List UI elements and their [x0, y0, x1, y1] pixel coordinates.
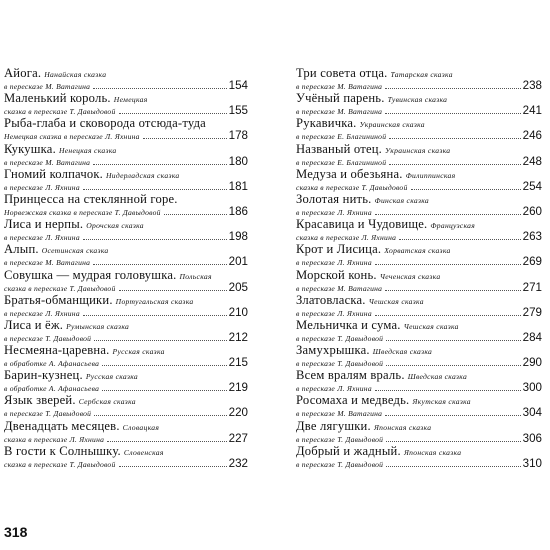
toc-entry-detail	[4, 458, 248, 469]
toc-entry-heading	[4, 293, 248, 307]
tale-retelling: в пересказе Л. Яхнина	[296, 384, 372, 394]
dot-leader	[119, 290, 227, 291]
tale-title: Несмеяна-царевна.	[4, 343, 110, 358]
dot-leader	[102, 365, 227, 366]
tale-origin: Украинская сказка	[359, 120, 425, 130]
toc-entry-detail	[4, 130, 248, 141]
tale-origin: Сербская сказка	[78, 397, 136, 407]
toc-entry[interactable]	[296, 66, 542, 91]
tale-page-number: 198	[228, 230, 248, 244]
tale-title: Принцесса на стеклянной горе.	[4, 191, 178, 206]
dot-leader	[102, 390, 227, 391]
tale-title: Барин-кузнец.	[4, 368, 83, 383]
toc-entry-detail	[296, 332, 542, 343]
tale-retelling: в пересказе М. Ватагина	[4, 82, 91, 91]
tale-origin: Французская	[430, 221, 476, 231]
tale-origin: Шведская сказка	[407, 372, 468, 382]
tale-page-number: 201	[228, 255, 248, 269]
toc-entry-heading	[296, 393, 542, 407]
toc-entry-detail	[4, 433, 248, 444]
tale-origin: Нидерладская сказка	[106, 170, 180, 180]
toc-entry-detail	[4, 407, 248, 418]
tale-retelling: в пересказе М. Ватагина	[4, 258, 91, 268]
toc-entry-heading	[4, 217, 248, 231]
tale-origin: Русская сказка	[85, 372, 139, 382]
tale-title: Медуза и обезьяна.	[296, 166, 403, 181]
toc-entry[interactable]	[296, 444, 542, 469]
toc-entry-detail	[4, 256, 248, 267]
tale-retelling: в пересказе Л. Яхнина	[4, 182, 80, 192]
toc-entry-heading	[4, 393, 248, 407]
toc-entry-detail	[4, 332, 248, 343]
toc-entry[interactable]	[296, 142, 542, 167]
toc-entry[interactable]	[296, 167, 542, 192]
tale-title: Две лягушки.	[296, 418, 371, 433]
tale-origin: Филиппинская	[405, 170, 456, 180]
tale-page-number: 290	[522, 356, 542, 370]
tale-title: Двенадцать месяцев.	[4, 418, 120, 433]
tale-origin: Тувинская сказка	[387, 95, 448, 105]
tale-origin: Шведская сказка	[372, 347, 433, 357]
toc-entry-heading	[296, 318, 542, 332]
tale-origin: Украинская сказка	[385, 145, 451, 155]
tale-page-number: 227	[228, 431, 248, 445]
toc-entry-detail	[296, 156, 542, 167]
toc-entry[interactable]	[296, 343, 542, 368]
toc-entry[interactable]	[296, 91, 542, 116]
tale-page-number: 241	[522, 104, 542, 118]
tale-origin: Осетинская сказка	[41, 246, 109, 256]
dot-leader	[389, 138, 520, 139]
tale-page-number: 212	[228, 330, 248, 344]
tale-retelling: сказка в пересказе Л. Яхнина	[4, 434, 105, 444]
toc-entry-heading	[296, 91, 542, 105]
tale-page-number: 210	[228, 305, 248, 319]
tale-origin: Японская сказка	[373, 422, 432, 432]
dot-leader	[94, 340, 226, 341]
toc-entry[interactable]	[296, 393, 542, 418]
tale-origin: Хорватская сказка	[384, 246, 451, 256]
tale-title: В гости к Солнышку.	[4, 443, 121, 458]
tale-title: Крот и Лисица.	[296, 242, 382, 257]
toc-entry-detail	[296, 80, 542, 91]
dot-leader	[385, 88, 520, 89]
dot-leader	[375, 315, 521, 316]
toc-entry-heading	[296, 419, 542, 433]
tale-origin: Португальская сказка	[115, 296, 194, 306]
tale-retelling: в пересказе Т. Давыдовой	[296, 359, 384, 369]
toc-entry[interactable]	[4, 393, 248, 418]
tale-page-number: 232	[228, 456, 248, 470]
dot-leader	[389, 164, 520, 165]
toc-entry[interactable]	[296, 217, 542, 242]
dot-leader	[385, 113, 520, 114]
toc-entry[interactable]	[4, 192, 248, 217]
dot-leader	[386, 340, 520, 341]
toc-entry[interactable]	[4, 66, 248, 91]
tale-page-number: 260	[522, 204, 542, 218]
toc-entry-detail	[296, 307, 542, 318]
toc-entry[interactable]	[4, 116, 248, 141]
toc-entry-heading	[296, 268, 542, 282]
toc-entry-heading	[4, 268, 248, 282]
toc-entry[interactable]	[296, 116, 542, 141]
tale-title: Учёный парень.	[296, 91, 385, 106]
tale-retelling: в обработке А. Афанасьева	[4, 384, 100, 394]
toc-entry-detail	[296, 105, 542, 116]
tale-title: Алып.	[4, 242, 39, 257]
toc-entry-detail	[296, 407, 542, 418]
toc-entry-detail	[4, 181, 248, 192]
toc-entry-detail	[4, 282, 248, 293]
toc-entry-detail	[4, 231, 248, 242]
dot-leader	[83, 189, 227, 190]
toc-entry[interactable]	[4, 318, 248, 343]
tale-origin: Румынская сказка	[66, 321, 130, 331]
toc-entry[interactable]	[296, 293, 542, 318]
tale-page-number: 263	[522, 230, 542, 244]
toc-entry-heading	[4, 91, 248, 105]
toc-entry-heading	[4, 167, 248, 181]
dot-leader	[386, 441, 520, 442]
tale-origin: Финская сказка	[374, 195, 430, 205]
tale-origin: Татарская сказка	[390, 70, 453, 79]
tale-retelling: в пересказе Т. Давыдовой	[296, 333, 384, 343]
contents-column-right	[296, 66, 542, 469]
tale-retelling: сказка в пересказе Л. Яхнина	[296, 233, 397, 243]
toc-entry-heading	[296, 293, 542, 307]
toc-entry-heading	[4, 142, 248, 156]
toc-entry-detail	[296, 181, 542, 192]
tale-title: Морской конь.	[296, 267, 377, 282]
toc-entry-heading	[4, 419, 248, 433]
dot-leader	[375, 264, 521, 265]
tale-page-number: 154	[228, 79, 248, 92]
tale-page-number: 306	[522, 431, 542, 445]
tale-title: Всем вралям враль.	[296, 368, 405, 383]
tale-origin: Чешская сказка	[403, 321, 459, 331]
tale-origin: Чеченская сказка	[379, 271, 441, 281]
tale-page-number: 215	[228, 356, 248, 370]
tale-title: Рыба-глаба и сковорода отсюда-туда	[4, 116, 206, 131]
tale-retelling: сказка в пересказе Т. Давыдовой	[4, 283, 116, 293]
tale-page-number: 219	[228, 381, 248, 395]
toc-entry[interactable]	[4, 268, 248, 293]
toc-entry-detail	[296, 231, 542, 242]
toc-entry-heading	[4, 368, 248, 382]
toc-entry-heading	[296, 116, 542, 130]
tale-retelling: Норвежская сказка в пересказе Т. Давыдовой	[4, 207, 161, 217]
tale-retelling: в пересказе Т. Давыдовой	[296, 459, 384, 469]
toc-entry[interactable]	[296, 242, 542, 267]
tale-retelling: Немецкая сказка в пересказе Л. Яхнина	[4, 132, 140, 142]
toc-entry[interactable]	[296, 419, 542, 444]
toc-entry-heading	[296, 142, 542, 156]
dot-leader	[399, 239, 520, 240]
toc-entry-heading	[296, 368, 542, 382]
tale-page-number: 310	[522, 456, 542, 470]
toc-entry-heading	[296, 444, 542, 458]
toc-entry-detail	[296, 458, 542, 469]
toc-entry-heading	[4, 242, 248, 256]
tale-retelling: в пересказе Л. Яхнина	[4, 308, 80, 318]
tale-retelling: в пересказе Т. Давыдовой	[4, 333, 92, 343]
toc-entry-detail	[4, 382, 248, 393]
tale-title: Братья-обманщики.	[4, 292, 113, 307]
tale-page-number: 279	[522, 305, 542, 319]
tale-retelling: в пересказе Л. Яхнина	[296, 258, 372, 268]
tale-retelling: в пересказе Е. Благининой	[296, 132, 387, 142]
tale-retelling: в пересказе Л. Яхнина	[296, 308, 372, 318]
tale-retelling: в пересказе М. Ватагина	[296, 409, 383, 419]
tale-page-number: 238	[522, 79, 542, 92]
tale-origin: Ненецкая сказка	[58, 145, 117, 155]
toc-entry-heading	[4, 343, 248, 357]
dot-leader	[411, 189, 521, 190]
toc-entry[interactable]	[296, 368, 542, 393]
tale-origin: Словенская	[123, 447, 164, 457]
tale-origin: Нанайская сказка	[44, 70, 107, 79]
toc-entry[interactable]	[4, 91, 248, 116]
tale-retelling: в пересказе Т. Давыдовой	[4, 409, 92, 419]
tale-page-number: 248	[522, 154, 542, 168]
toc-entry[interactable]	[4, 142, 248, 167]
tale-retelling: в пересказе Е. Благининой	[296, 157, 387, 167]
toc-entry-detail	[296, 357, 542, 368]
toc-entry[interactable]	[296, 268, 542, 293]
tale-title: Совушка — мудрая головушка.	[4, 267, 177, 282]
toc-entry[interactable]	[296, 192, 542, 217]
toc-entry-detail	[296, 206, 542, 217]
page-number: 318	[4, 524, 28, 540]
tale-origin: Японская сказка	[403, 447, 462, 457]
tale-title: Айога.	[4, 66, 42, 80]
tale-origin: Польская	[179, 271, 212, 281]
toc-entry[interactable]	[4, 368, 248, 393]
dot-leader	[143, 138, 227, 139]
dot-leader	[107, 441, 226, 442]
tale-page-number: 269	[522, 255, 542, 269]
tale-retelling: в пересказе М. Ватагина	[296, 283, 383, 293]
toc-entry-detail	[4, 80, 248, 91]
dot-leader	[385, 415, 520, 416]
toc-entry[interactable]	[4, 217, 248, 242]
tale-title: Росомаха и медведь.	[296, 393, 410, 408]
toc-entry-detail	[296, 282, 542, 293]
tale-retelling: сказка в пересказе Т. Давыдовой	[4, 459, 116, 469]
tale-origin: Русская сказка	[112, 347, 165, 357]
toc-entry-detail	[4, 156, 248, 167]
dot-leader	[94, 415, 226, 416]
tale-page-number: 155	[228, 104, 248, 118]
tale-retelling: в пересказе М. Ватагина	[296, 82, 383, 91]
tale-page-number: 205	[228, 280, 248, 294]
toc-entry-heading	[296, 242, 542, 256]
tale-page-number: 254	[522, 179, 542, 193]
tale-retelling: сказка в пересказе Т. Давыдовой	[4, 107, 116, 117]
tale-title: Рукавичка.	[296, 116, 357, 131]
dot-leader	[83, 239, 227, 240]
dot-leader	[119, 466, 227, 467]
tale-title: Язык зверей.	[4, 393, 76, 408]
dot-leader	[375, 214, 521, 215]
tale-origin: Немецкая	[113, 95, 148, 105]
tale-page-number: 186	[228, 204, 248, 218]
tale-title: Златовласка.	[296, 292, 366, 307]
tale-page-number: 220	[228, 406, 248, 420]
toc-entry-heading	[296, 167, 542, 181]
tale-page-number: 246	[522, 129, 542, 143]
toc-entry-heading	[296, 343, 542, 357]
tale-title: Красавица и Чудовище.	[296, 217, 428, 232]
tale-retelling: в пересказе М. Ватагина	[296, 107, 383, 117]
toc-entry-detail	[4, 307, 248, 318]
dot-leader	[119, 113, 227, 114]
toc-entry-detail	[296, 130, 542, 141]
tale-title: Лиса и ёж.	[4, 317, 64, 332]
tale-page-number: 181	[228, 179, 248, 193]
tale-page-number: 180	[228, 154, 248, 168]
toc-entry-detail	[296, 433, 542, 444]
tale-retelling: в пересказе Т. Давыдовой	[296, 434, 384, 444]
tale-retelling: в пересказе Л. Яхнина	[4, 233, 80, 243]
toc-entry[interactable]	[4, 419, 248, 444]
dot-leader	[93, 88, 226, 89]
tale-origin: Чешская сказка	[368, 296, 424, 306]
tale-retelling: сказка в пересказе Т. Давыдовой	[296, 182, 408, 192]
contents-column-left	[4, 66, 248, 469]
tale-title: Замухрышка.	[296, 343, 370, 358]
tale-origin: Словацкая	[122, 422, 160, 432]
tale-page-number: 304	[522, 406, 542, 420]
tale-title: Три совета отца.	[296, 66, 388, 80]
tale-retelling: в пересказе Л. Яхнина	[296, 207, 372, 217]
dot-leader	[83, 315, 227, 316]
dot-leader	[386, 466, 520, 467]
tale-retelling: в пересказе М. Ватагина	[4, 157, 91, 167]
tale-title: Мельничка и сума.	[296, 317, 401, 332]
tale-title: Названый отец.	[296, 141, 383, 156]
toc-entry[interactable]	[296, 318, 542, 343]
toc-entry-detail	[4, 206, 248, 217]
dot-leader	[386, 365, 520, 366]
tale-title: Добрый и жадный.	[296, 443, 401, 458]
toc-entry-heading	[4, 66, 248, 80]
dot-leader	[93, 264, 226, 265]
tale-origin: Якутская сказка	[412, 397, 471, 407]
tale-retelling: в обработке А. Афанасьева	[4, 359, 100, 369]
toc-entry[interactable]	[4, 167, 248, 192]
toc-entry[interactable]	[4, 242, 248, 267]
tale-title: Маленький король.	[4, 91, 111, 106]
tale-title: Гномий колпачок.	[4, 166, 104, 181]
toc-entry-heading	[4, 192, 248, 206]
toc-entry[interactable]	[4, 444, 248, 469]
toc-entry-heading	[296, 217, 542, 231]
dot-leader	[385, 290, 520, 291]
tale-page-number: 300	[522, 381, 542, 395]
tale-title: Золотая нить.	[296, 191, 372, 206]
dot-leader	[93, 164, 226, 165]
toc-entry-heading	[4, 318, 248, 332]
tale-page-number: 178	[228, 129, 248, 143]
toc-entry-detail	[4, 357, 248, 368]
toc-entry-detail	[296, 256, 542, 267]
dot-leader	[375, 390, 521, 391]
toc-entry-heading	[296, 192, 542, 206]
tale-origin: Орочская сказка	[86, 221, 144, 231]
toc-entry-detail	[4, 105, 248, 116]
toc-entry-heading	[296, 66, 542, 80]
tale-title: Лиса и нерпы.	[4, 217, 84, 232]
toc-entry[interactable]	[4, 293, 248, 318]
toc-entry[interactable]	[4, 343, 248, 368]
dot-leader	[164, 214, 227, 215]
tale-title: Кукушка.	[4, 141, 56, 156]
toc-entry-heading	[4, 116, 248, 130]
tale-page-number: 271	[522, 280, 542, 294]
toc-entry-detail	[296, 382, 542, 393]
tale-page-number: 284	[522, 330, 542, 344]
toc-entry-heading	[4, 444, 248, 458]
